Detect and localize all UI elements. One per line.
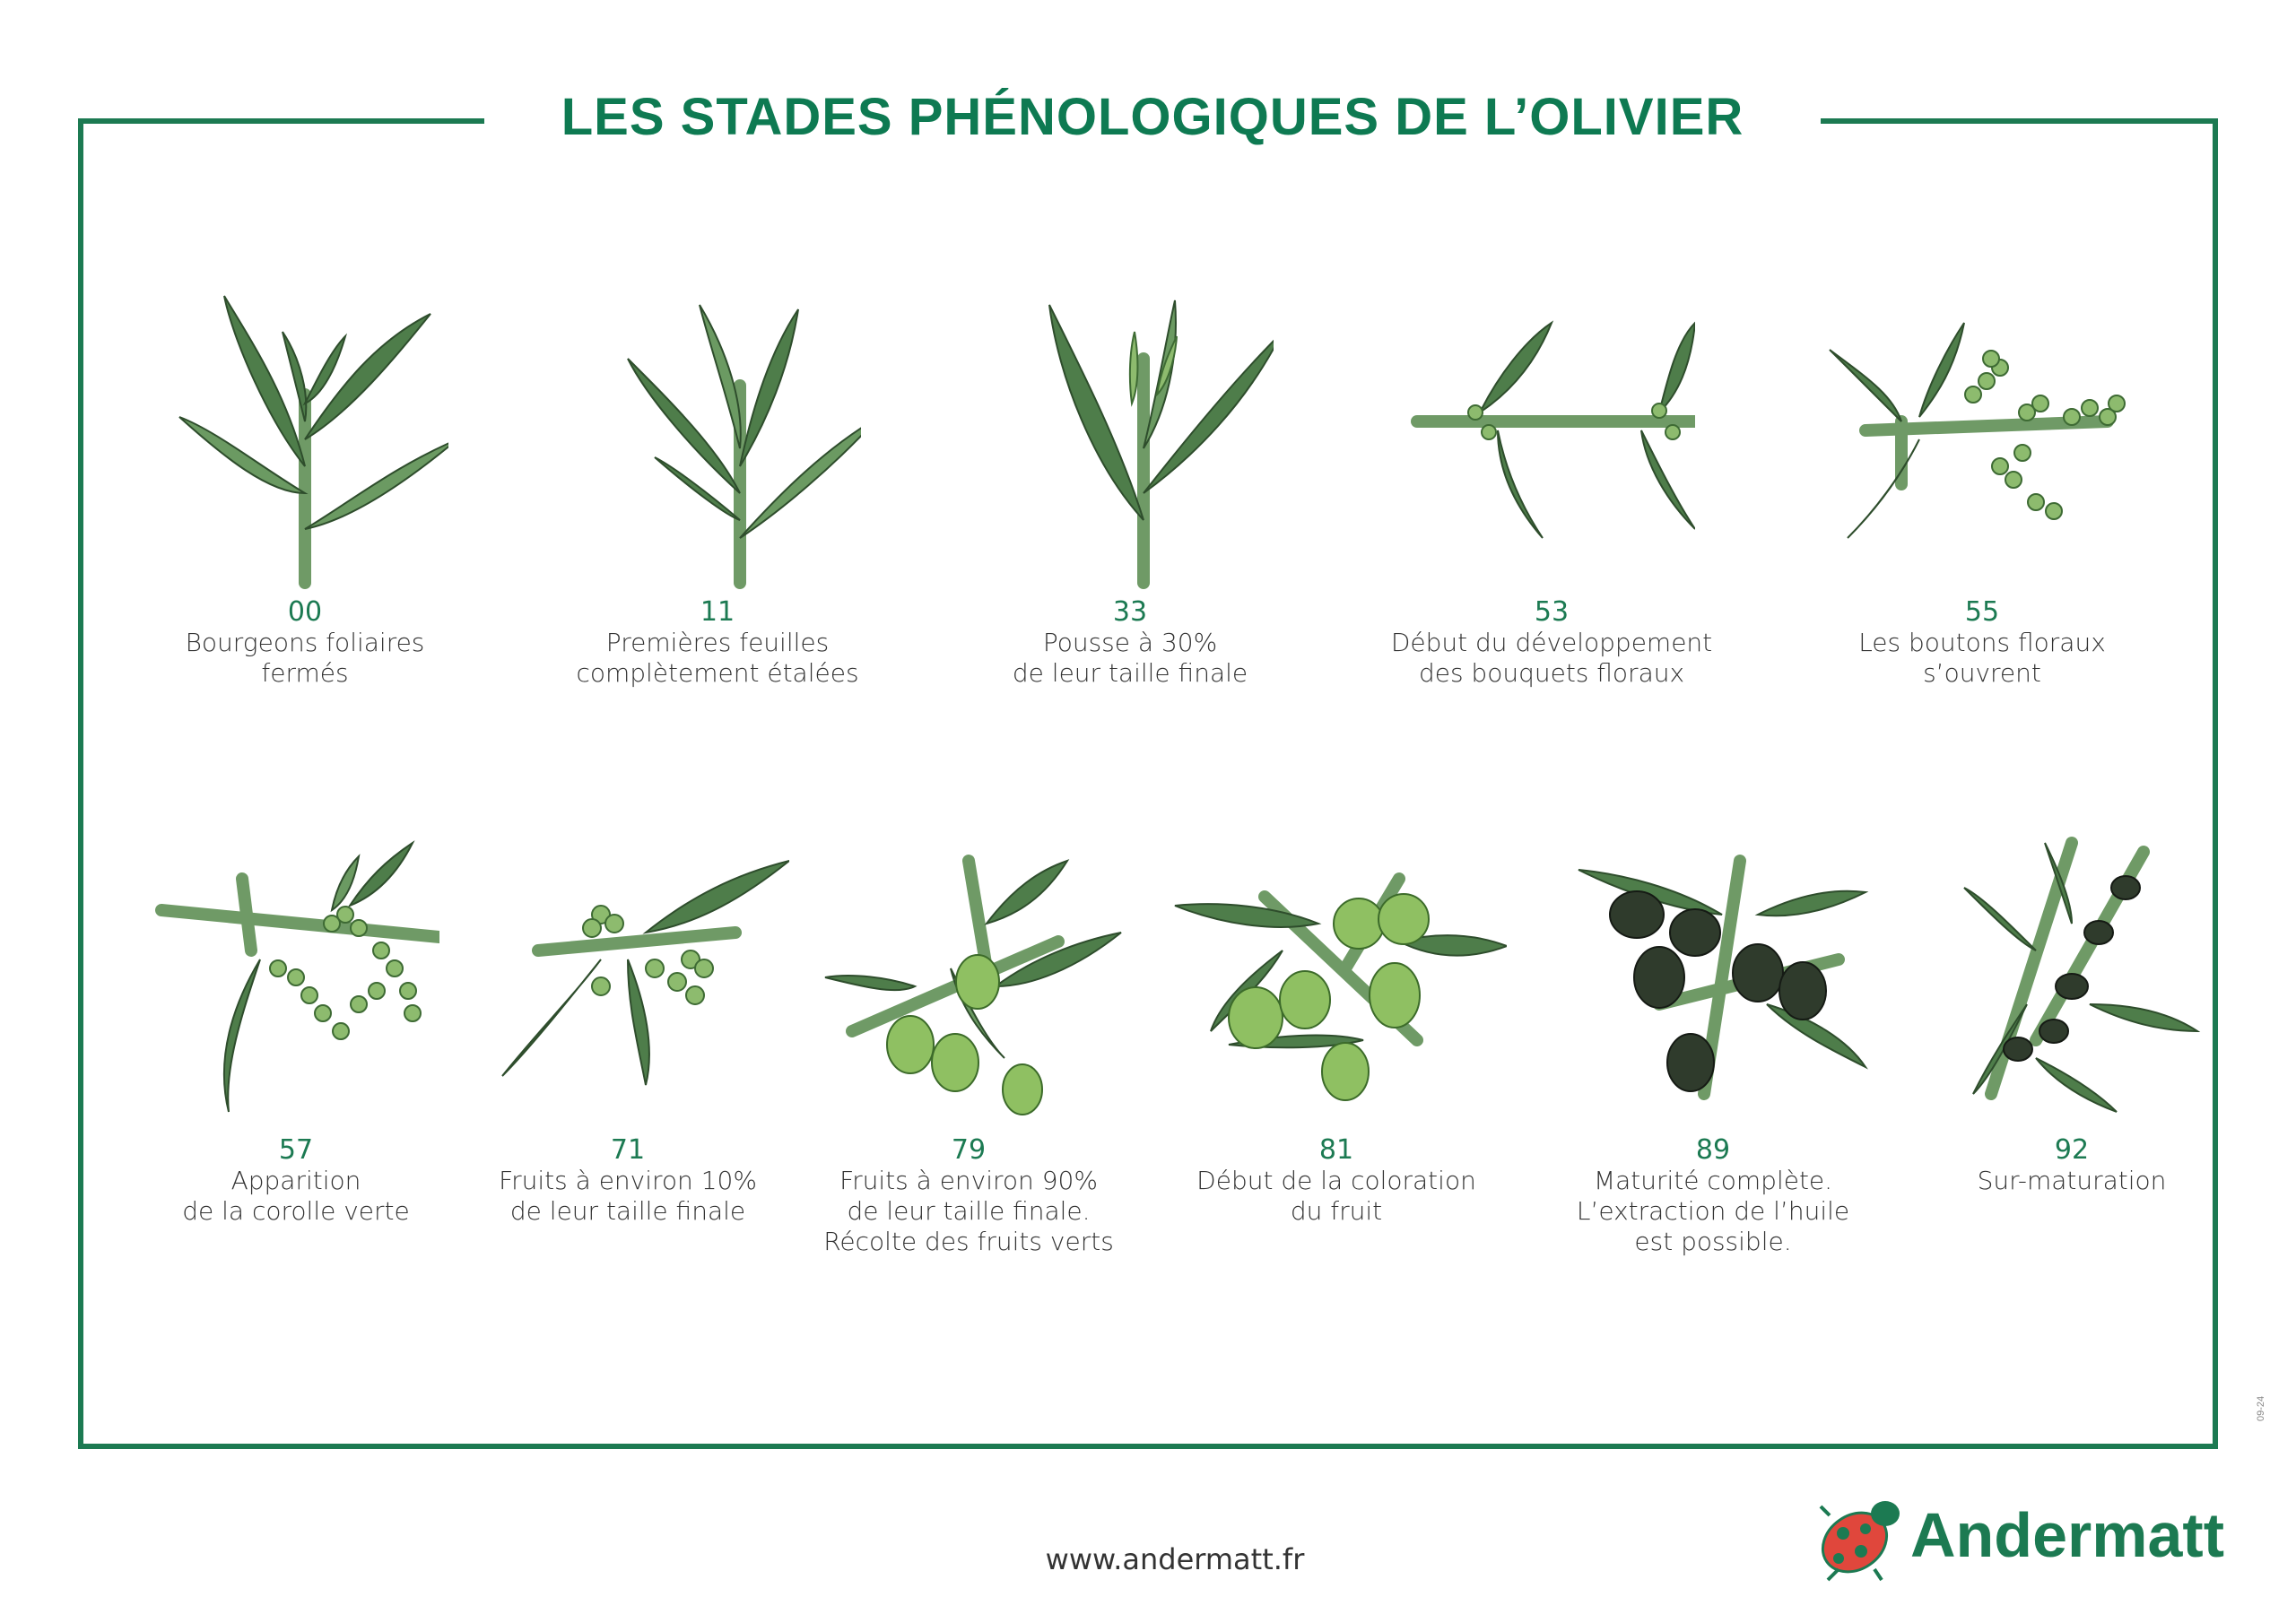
- stage-code: 55: [1964, 596, 2000, 628]
- stage-description: Apparition de la corolle verte: [182, 1166, 410, 1226]
- branch-illustration-71: [466, 825, 789, 1130]
- stage-description: Début du développement des bouquets floraux: [1390, 628, 1713, 688]
- stage-code: 89: [1695, 1134, 1731, 1166]
- andermatt-logo: [1812, 1480, 2242, 1587]
- stage-89: [1534, 825, 1892, 1257]
- branch-illustration-33: [987, 287, 1274, 592]
- stage-code: 81: [1318, 1134, 1354, 1166]
- stage-81: [1157, 825, 1516, 1227]
- branch-illustration-57: [152, 825, 439, 1130]
- stage-92: [1892, 825, 2251, 1196]
- stage-code: 71: [610, 1134, 646, 1166]
- branch-illustration-55: [1821, 287, 2144, 592]
- stage-description: Pousse à 30% de leur taille finale: [1012, 628, 1248, 688]
- stage-00: [126, 287, 484, 689]
- stage-code: 53: [1534, 596, 1570, 628]
- stage-33: [951, 287, 1309, 689]
- version-code: 09-24: [2256, 1395, 2266, 1421]
- stage-71: [448, 825, 807, 1227]
- stage-code: 33: [1112, 596, 1148, 628]
- stage-description: Fruits à environ 90% de leur taille finale. Récolte des fruits verts: [823, 1166, 1114, 1256]
- branch-illustration-89: [1543, 825, 1883, 1130]
- stage-code: 00: [287, 596, 323, 628]
- stage-79: [789, 825, 1148, 1257]
- stage-description: Bourgeons foliaires fermés: [185, 628, 425, 688]
- ladybug-icon: [1812, 1480, 1910, 1587]
- stage-code: 11: [700, 596, 735, 628]
- stage-code: 57: [278, 1134, 314, 1166]
- stage-57: [117, 825, 475, 1227]
- stage-53: [1372, 287, 1731, 689]
- branch-illustration-00: [161, 287, 448, 592]
- branch-illustration-81: [1166, 825, 1507, 1130]
- website-url[interactable]: www.andermatt.fr: [1045, 1542, 1305, 1576]
- stage-description: Maturité complète. L’extraction de l’huile est possible.: [1576, 1166, 1850, 1256]
- stage-description: Les boutons floraux s’ouvrent: [1858, 628, 2106, 688]
- stage-11: [538, 287, 897, 689]
- stage-description: Sur-maturation: [1977, 1166, 2167, 1195]
- stage-code: 79: [951, 1134, 987, 1166]
- poster-title: LES STADES PHÉNOLOGIQUES DE L’OLIVIER: [561, 88, 1744, 146]
- branch-illustration-92: [1937, 825, 2206, 1130]
- stage-description: Premières feuilles complètement étalées: [576, 628, 859, 688]
- stage-55: [1803, 287, 2161, 689]
- stage-code: 92: [2054, 1134, 2090, 1166]
- stage-description: Fruits à environ 10% de leur taille finale: [499, 1166, 757, 1226]
- branch-illustration-11: [574, 287, 861, 592]
- brand-name: Andermatt: [1910, 1500, 2225, 1570]
- branch-illustration-53: [1408, 287, 1695, 592]
- branch-illustration-79: [807, 825, 1130, 1130]
- stage-description: Début de la coloration du fruit: [1196, 1166, 1476, 1226]
